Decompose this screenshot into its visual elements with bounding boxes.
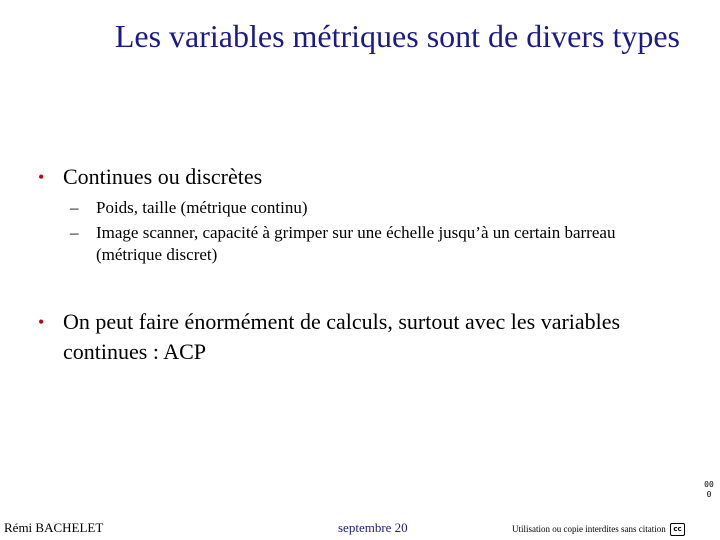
sub-bullet-text: Poids, taille (métrique continu) bbox=[96, 198, 308, 217]
bullet-item bbox=[38, 162, 698, 192]
footer-author: Rémi BACHELET bbox=[4, 520, 104, 535]
sub-bullet-list bbox=[70, 197, 670, 266]
sub-bullet-text: Image scanner, capacité à grimper sur une échelle jusqu’à un certain barreau (métrique discret) bbox=[96, 223, 616, 264]
sub-bullet-item bbox=[70, 197, 670, 219]
footer-date: septembre 20 bbox=[338, 520, 408, 535]
bullet-text: Continues ou discrètes bbox=[63, 164, 263, 189]
bullet-text: On peut faire énormément de calculs, surtout avec les variables continues : ACP bbox=[63, 309, 621, 364]
bullet-marker: • bbox=[38, 312, 45, 332]
side-code: 000 bbox=[704, 480, 714, 499]
creative-commons-icon: cc bbox=[670, 523, 685, 536]
bullet-marker: • bbox=[38, 167, 45, 187]
sub-bullet-marker: – bbox=[70, 198, 79, 217]
sub-bullet-item bbox=[70, 222, 656, 266]
bullet-item bbox=[38, 307, 688, 367]
sub-bullet-marker: – bbox=[70, 223, 79, 242]
slide-title: Les variables métriques sont de divers types bbox=[114, 18, 680, 54]
footer-copyright: Utilisation ou copie interdites sans citation bbox=[512, 524, 666, 534]
